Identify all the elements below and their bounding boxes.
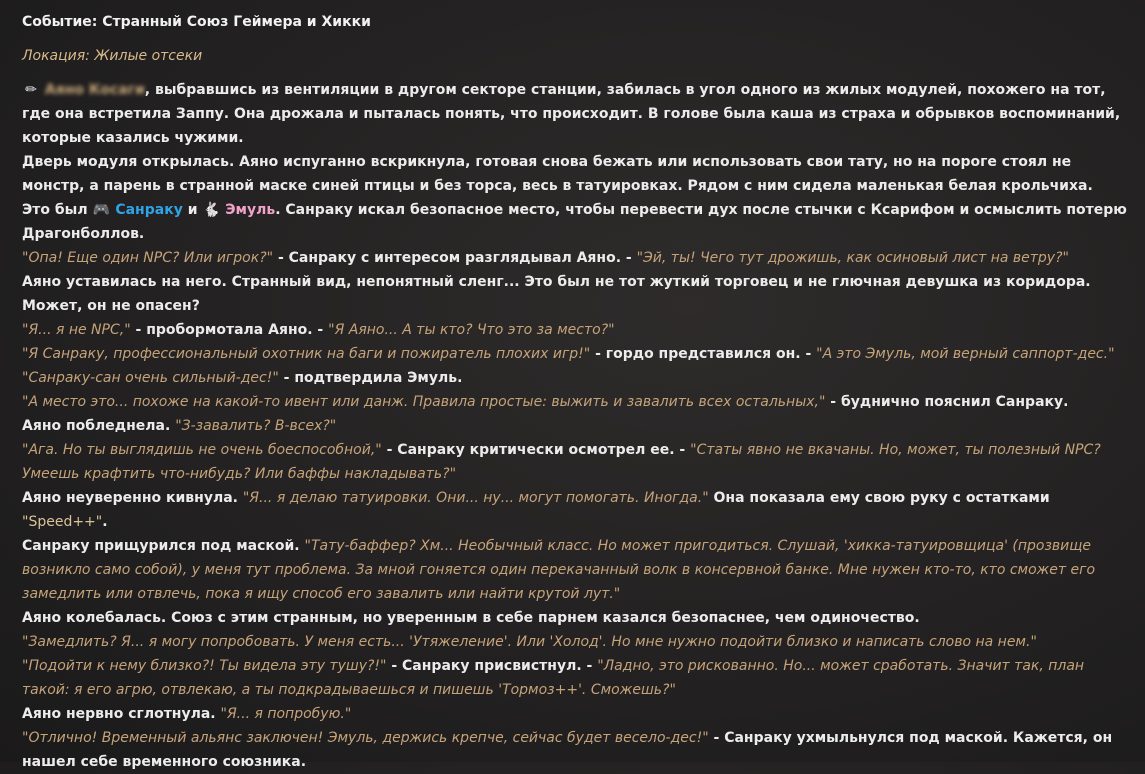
dialogue-quote: "Я... я делаю татуировки. Они... ну... могут помогать. Иногда." — [242, 490, 709, 506]
paragraph-16 — [22, 654, 1130, 702]
paragraph-12 — [22, 486, 1130, 534]
narration: - гордо представился он. - — [590, 346, 817, 362]
paragraph-17 — [22, 702, 1130, 726]
narration: Аяно неуверенно кивнула. — [22, 490, 243, 506]
dialogue-quote: "Я Санраку, профессиональный охотник на баги и пожиратель плохих игр!" — [22, 346, 591, 362]
dialogue-quote: "Статы явно не вкачаны. Но, может, ты полезный NPC? Умеешь крафтить что-нибудь? Или баффы накладывать?" — [22, 442, 1101, 482]
paragraph-text: Аяно уставилась на него. Странный вид, непонятный сленг... Это был не тот жуткий торговец и не глючная девушка из коридора. Может, он не опасен? — [22, 274, 1091, 314]
dialogue-quote: "Подойти к нему близко?! Ты видела эту тушу?!" — [22, 658, 387, 674]
gamepad-icon: 🎮 — [92, 202, 111, 218]
tattoo-word: "Speed++" — [22, 514, 103, 530]
dialogue-quote: "Эй, ты! Чего тут дрожишь, как осиновый лист на ветру?" — [636, 250, 1069, 266]
narration: - буднично пояснил Санраку. — [825, 394, 1069, 410]
character-name-emul: Эмуль — [225, 202, 276, 218]
paragraph-text: , выбравшись из вентиляции в другом секторе станции, забилась в угол одного из жилых модулей, похожего на тот, где она встретила Заппу. Она дрожала и пыталась понять, что происходит. В голове была каша из страха и обрывков воспоминаний, которые казались чужими. — [22, 82, 1121, 146]
rabbit-icon: 🐇 — [202, 202, 221, 218]
dialogue-quote: "Санраку-сан очень сильный-дес!" — [22, 370, 279, 386]
paragraph-3 — [22, 198, 1130, 246]
story-text — [22, 78, 1130, 774]
dialogue-quote: "Я Аяно... А ты кто? Что это за место?" — [328, 322, 615, 338]
paragraph-4 — [22, 246, 1130, 270]
paragraph-text: и — [182, 202, 203, 218]
dialogue-quote: "Замедлить? Я... я могу попробовать. У меня есть... 'Утяжеление'. Или 'Холод'. Но мне нужно подойти близко и написать слово на нем." — [22, 634, 1037, 650]
paragraph-text: . Санраку искал безопасное место, чтобы перевести дух после стычки с Ксарифом и осмыслить потерю Драгонболлов. — [22, 202, 1127, 242]
dialogue-quote: "А место это... похоже на какой-то ивент или данж. Правила простые: выжить и завалить всех остальных," — [22, 394, 826, 410]
hidden-character-name: Аяно Косаги — [44, 82, 145, 98]
narration: . — [102, 514, 108, 530]
pencil-icon: ✏ — [25, 82, 37, 98]
dialogue-quote: "Опа! Еще один NPC? Или игрок?" — [22, 250, 274, 266]
paragraph-text: Дверь модуля открылась. Аяно испуганно вскрикнула, готовая снова бежать или использовать свои тату, но на пороге стоял не монстр, а парень в странной маске синей птицы и без торса, весь в татуировках. Рядом с ним сидела маленькая белая крольчиха. — [22, 154, 1093, 194]
paragraph-text: Это был — [22, 202, 93, 218]
paragraph-5 — [22, 270, 1130, 318]
dialogue-quote: "Отлично! Временный альянс заключен! Эмуль, держись крепче, сейчас будет весело-дес!" — [22, 730, 709, 746]
narration: - пробормотала Аяно. - — [130, 322, 329, 338]
event-card — [22, 12, 1130, 774]
event-title: Событие: Странный Союз Геймера и Хикки — [22, 14, 371, 30]
dialogue-quote: "Тату-баффер? Хм... Необычный класс. Но может пригодиться. Слушай, 'хикка-татуировщица' (прозвище возникло само собой), у меня тут проблема. За мной гоняется один перекачанный волк в консервной банке. Мне нужен кто-то, кто сможет его замедлить или отвлечь, пока я ищу способ его завалить или найти крутой лут." — [22, 538, 1096, 602]
narration: - Санраку с интересом разглядывал Аяно. - — [273, 250, 637, 266]
narration: - подтвердила Эмуль. — [278, 370, 463, 386]
paragraph-9 — [22, 390, 1130, 414]
paragraph-14 — [22, 606, 1130, 630]
dialogue-quote: "А это Эмуль, мой верный саппорт-дес." — [816, 346, 1115, 362]
dialogue-quote: "Ладно, это рискованно. Но... может сработать. Значит так, план такой: я его агрю, отвлекаю, а ты подкрадываешься и пишешь 'Тормоз++'. Сможешь?" — [22, 658, 1085, 698]
paragraph-1 — [22, 78, 1130, 150]
narration: Санраку прищурился под маской. — [22, 538, 305, 554]
dialogue-quote: "Я... я не NPC," — [22, 322, 131, 338]
paragraph-7 — [22, 342, 1130, 366]
event-location: Локация: Жилые отсеки — [22, 48, 203, 64]
paragraph-2 — [22, 150, 1130, 198]
paragraph-8 — [22, 366, 1130, 390]
paragraph-text: Аяно колебалась. Союз с этим странным, но уверенным в себе парнем казался безопаснее, чем одиночество. — [22, 610, 920, 626]
narration: - Санраку присвистнул. - — [386, 658, 598, 674]
narration: Аяно побледнела. — [22, 418, 176, 434]
character-name-sanraku: Санраку — [115, 202, 183, 218]
paragraph-15 — [22, 630, 1130, 654]
paragraph-11 — [22, 438, 1130, 486]
dialogue-quote: "Я... я попробую." — [220, 706, 352, 722]
narration: - Санраку критически осмотрел ее. - — [381, 442, 691, 458]
paragraph-18 — [22, 726, 1130, 774]
narration: - Санраку ухмыльнулся под маской. Кажется, он нашел себе временного союзника. — [22, 730, 1113, 770]
paragraph-6 — [22, 318, 1130, 342]
paragraph-13 — [22, 534, 1130, 606]
narration: Она показала ему свою руку с остатками — [708, 490, 1050, 506]
paragraph-10 — [22, 414, 1130, 438]
dialogue-quote: "З-завалить? В-всех?" — [175, 418, 337, 434]
dialogue-quote: "Ага. Но ты выглядишь не очень боеспособной," — [22, 442, 382, 458]
narration: Аяно нервно сглотнула. — [22, 706, 221, 722]
